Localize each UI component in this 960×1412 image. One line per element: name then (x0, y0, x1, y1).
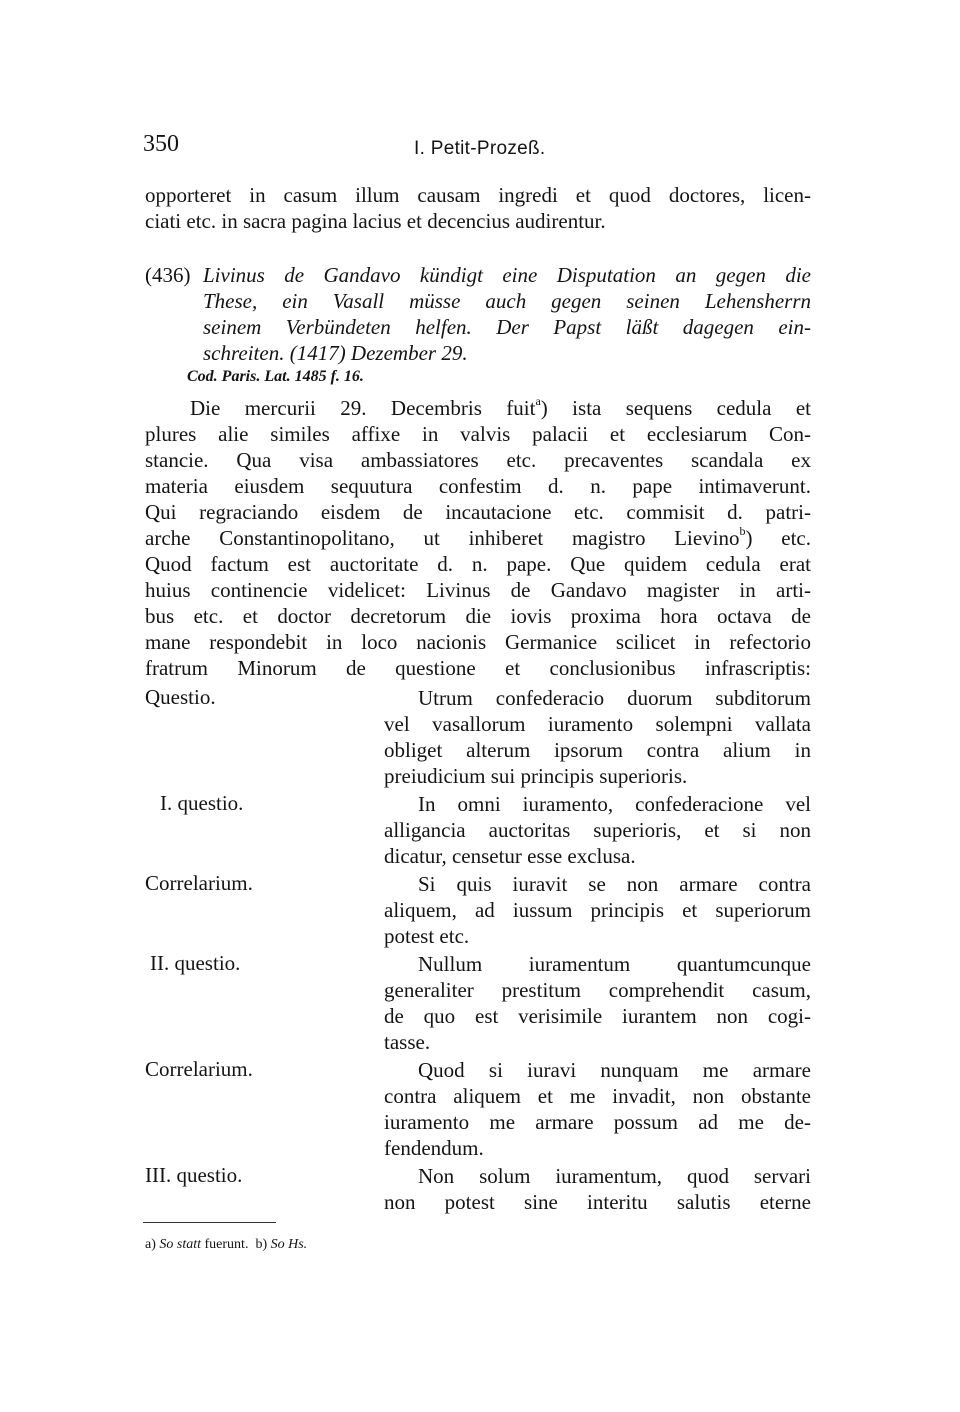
running-title: I. Petit-Prozeß. (414, 138, 546, 159)
thesis-line: dicatur, censetur esse exclusa. (384, 844, 636, 868)
section-heading-line: schreiten. (1417) Dezember 29. (203, 341, 468, 365)
thesis-line: de quo est verisimile iurantem non cogi- (384, 1004, 811, 1028)
thesis-line: generaliter prestitum comprehendit casum, (384, 978, 811, 1002)
body-line: fratrum Minorum de questione et conclusionibus infrascriptis: (145, 656, 811, 680)
thesis-line: contra aliquem et me invadit, non obstante (384, 1084, 811, 1108)
section-heading-line: seinem Verbündeten helfen. Der Papst läßt dagegen ein- (203, 315, 811, 339)
thesis-line: vel vasallorum iuramento solempni vallata (384, 712, 811, 736)
body-line: bus etc. et doctor decretorum die iovis proxima hora octava de (145, 604, 811, 628)
thesis-label: Correlarium. (145, 871, 253, 895)
thesis-line: iuramento me armare possum ad me de- (384, 1110, 811, 1134)
footnotes (145, 1237, 307, 1253)
thesis-line: alligancia auctoritas superioris, et si non (384, 818, 811, 842)
thesis-line: Utrum confederacio duorum subditorum (418, 686, 811, 710)
footnote-rule (143, 1222, 276, 1223)
footnote-b-mark: b) (255, 1237, 268, 1252)
body-line: plures alie similes affixe in valvis palacii et ecclesiarum Con- (145, 422, 811, 446)
thesis-line: potest etc. (384, 924, 470, 948)
body-line: Qui regraciando eisdem de incautacione etc. commisit d. patri- (145, 500, 811, 524)
section-heading-line: Livinus de Gandavo kündigt eine Disputation an gegen die (203, 263, 811, 287)
thesis-line: In omni iuramento, confederacione vel (418, 792, 811, 816)
thesis-line: aliquem, ad iussum principis et superiorum (384, 898, 811, 922)
body-line: arche Constantinopolitano, ut inhiberet magistro Lievino$^b$) etc. (145, 524, 811, 550)
thesis-label: II. questio. (150, 951, 241, 975)
text-line: opporteret in casum illum causam ingredi et quod doctores, licen- (145, 183, 811, 207)
footnote-marker-b: b (739, 524, 746, 538)
thesis-line: non potest sine interitu salutis eterne (384, 1190, 811, 1214)
footnote-marker-a: a (535, 394, 541, 408)
footnote-b-text: So Hs. (270, 1237, 308, 1252)
section-number: (436) (145, 263, 191, 287)
body-line: Die mercurii 29. Decembris fuit$^a$) ista sequens cedula et (190, 394, 811, 420)
thesis-line: preiudicium sui principis superioris. (384, 764, 688, 788)
page-number: 350 (143, 131, 179, 157)
footnote-a-text: So statt (159, 1237, 202, 1252)
body-line: materia eiusdem sequutura confestim d. n. pape intimaverunt. (145, 474, 811, 498)
footnote-a-word: fuerunt. (204, 1237, 249, 1252)
thesis-label: Correlarium. (145, 1057, 253, 1081)
thesis-line: Si quis iuravit se non armare contra (418, 872, 811, 896)
thesis-line: tasse. (384, 1030, 431, 1054)
body-line: stancie. Qua visa ambassiatores etc. precaventes scandala ex (145, 448, 811, 472)
section-heading-line: These, ein Vasall müsse auch gegen seinen Lehensherrn (203, 289, 811, 313)
body-line: mane respondebit in loco nacionis Germanice scilicet in refectorio (145, 630, 811, 654)
body-line: huius continencie videlicet: Livinus de Gandavo magister in arti- (145, 578, 811, 602)
thesis-line: Nullum iuramentum quantumcunque (418, 952, 811, 976)
thesis-line: fendendum. (384, 1136, 484, 1160)
thesis-line: obliget alterum ipsorum contra alium in (384, 738, 811, 762)
thesis-line: Quod si iuravi nunquam me armare (418, 1058, 811, 1082)
body-line: Quod factum est auctoritate d. n. pape. Que quidem cedula erat (145, 552, 811, 576)
thesis-label: I. questio. (160, 791, 244, 815)
text-line: ciati etc. in sacra pagina lacius et decencius audirentur. (145, 209, 606, 233)
thesis-label: III. questio. (145, 1163, 243, 1187)
footnote-a-mark: a) (145, 1237, 156, 1252)
thesis-label: Questio. (145, 685, 216, 709)
source-reference: Cod. Paris. Lat. 1485 f. 16. (187, 368, 364, 385)
thesis-line: Non solum iuramentum, quod servari (418, 1164, 811, 1188)
